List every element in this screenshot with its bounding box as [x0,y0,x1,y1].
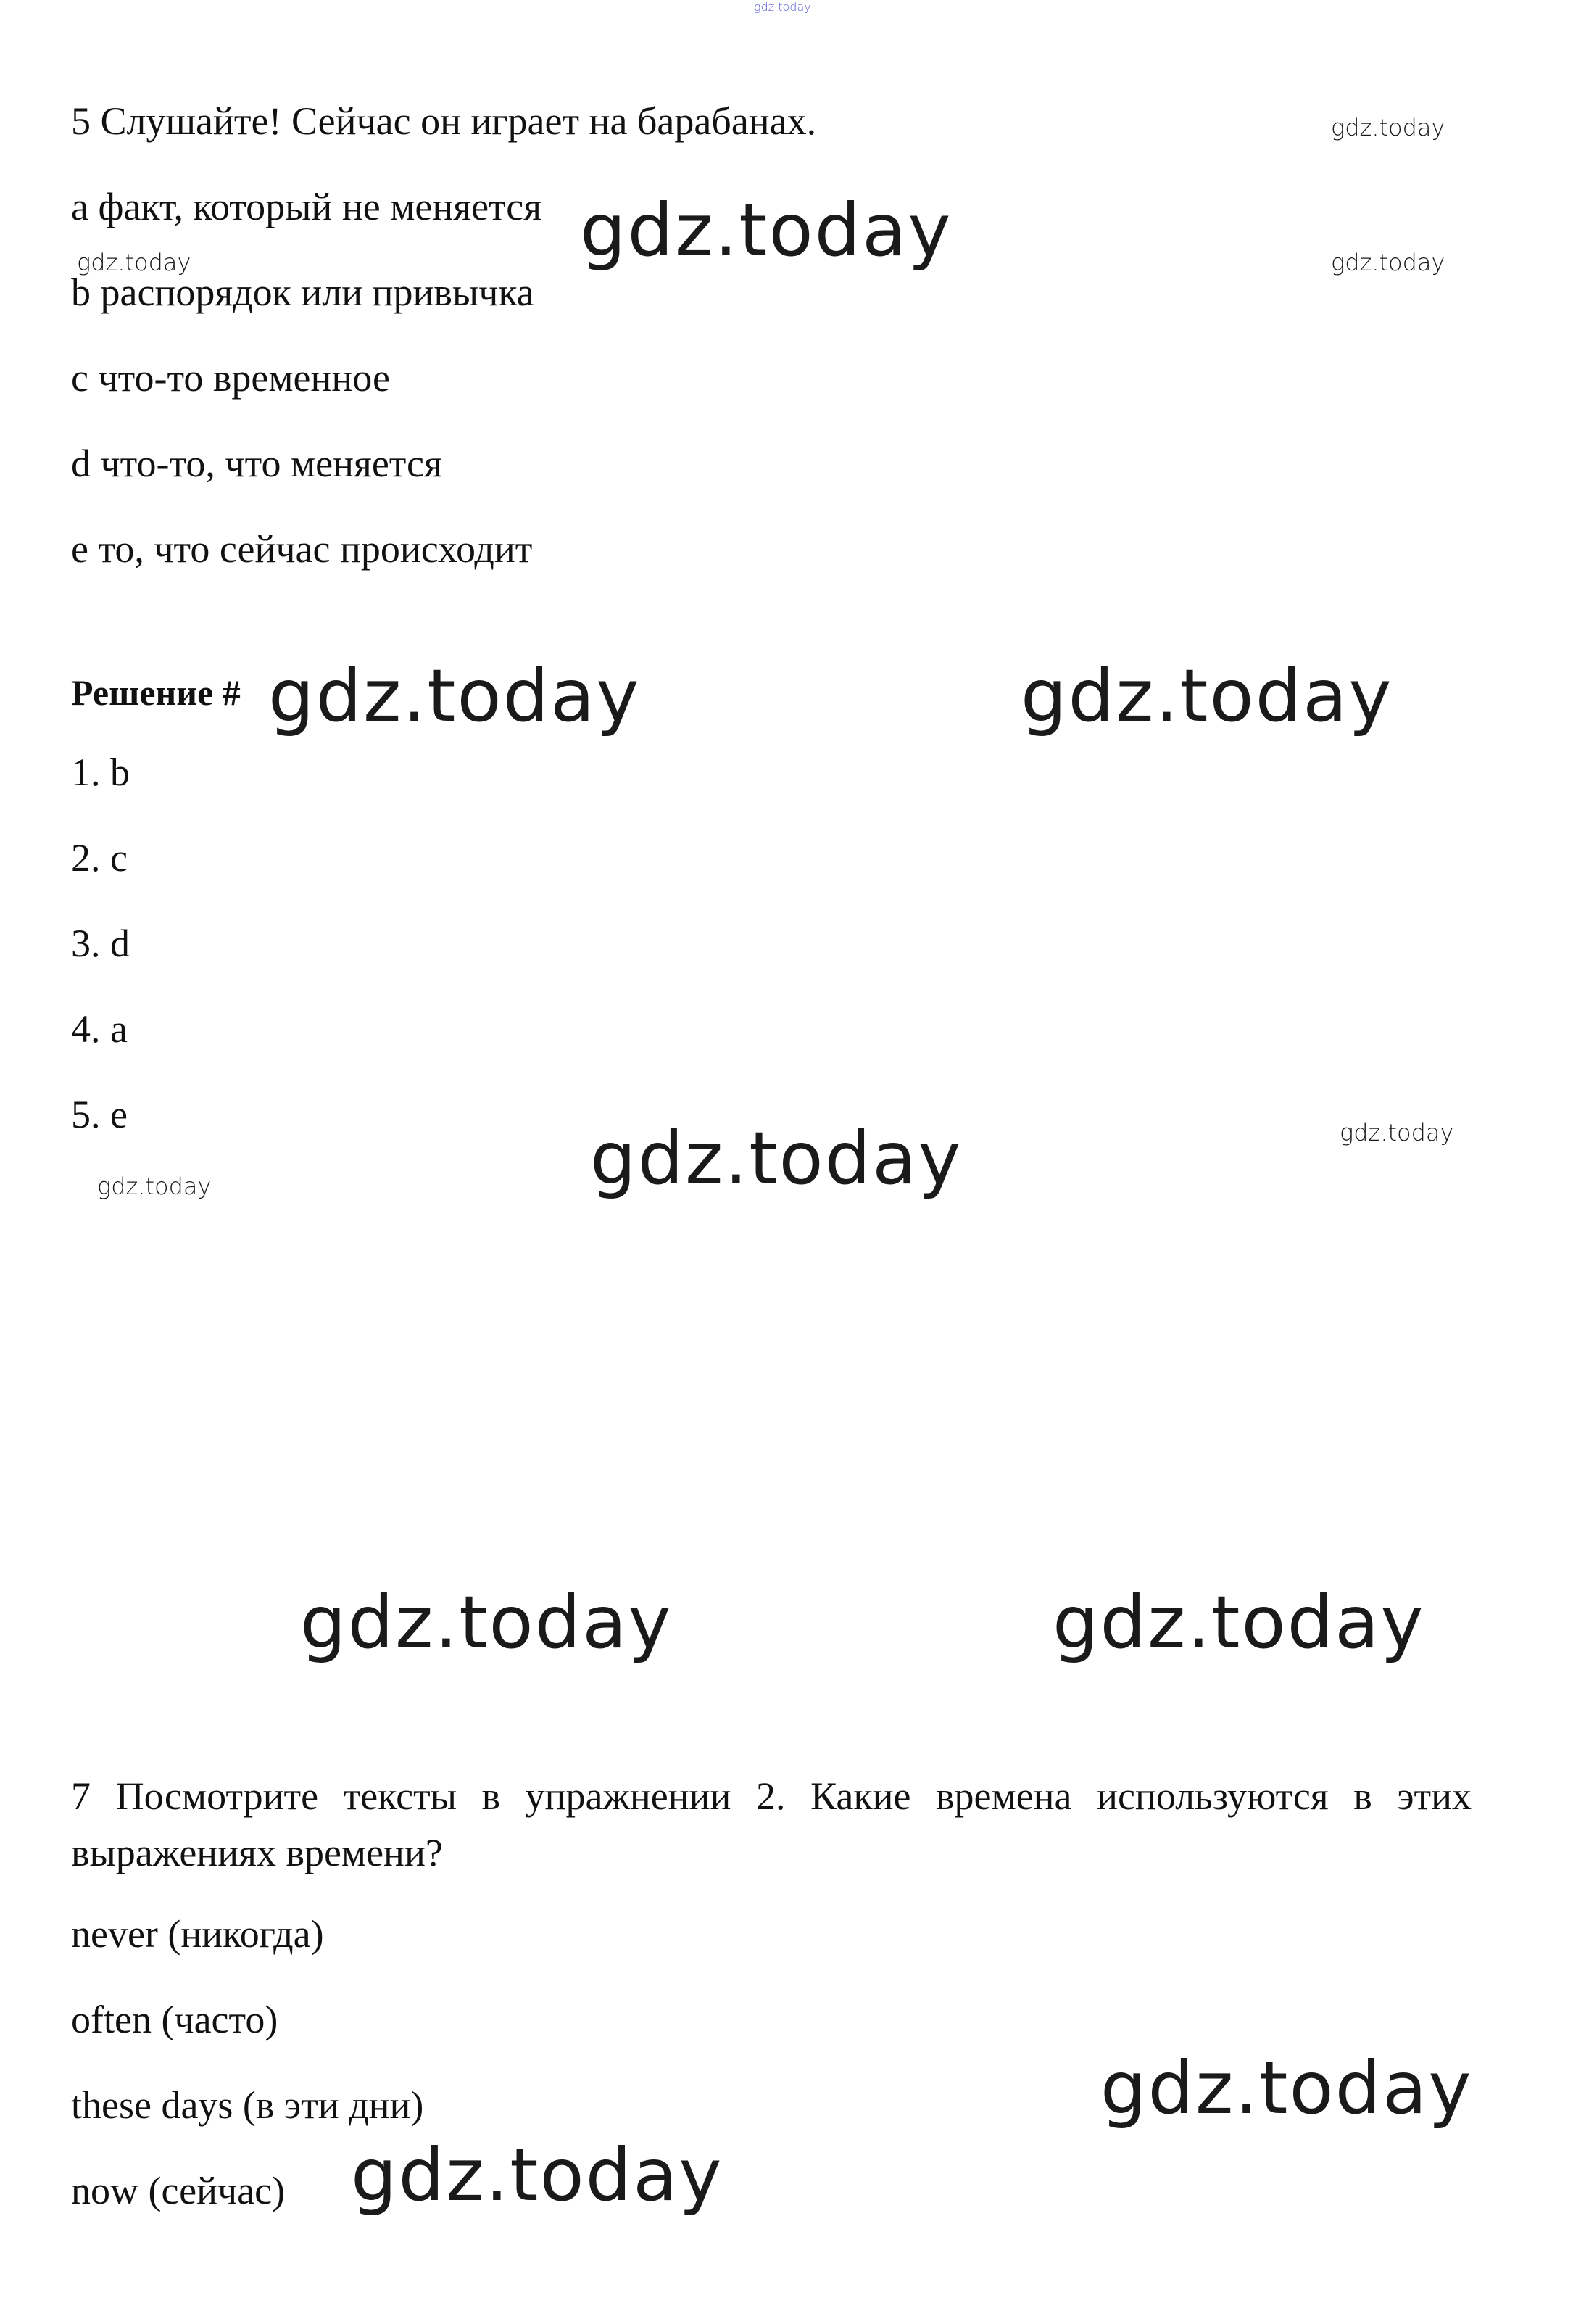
solution-answer-1: 1. b [71,750,130,794]
exercise5-question: 5 Слушайте! Сейчас он играет на барабанах. [71,99,817,143]
solution-answer-3: 3. d [71,922,130,965]
watermark-small-4: gdz.today [1340,1119,1454,1146]
watermark-small-1: gdz.today [1331,114,1445,141]
exercise5-option-a: a факт, который не меняется [71,185,542,228]
exercise7-item-these-days: these days (в эти дни) [71,2083,424,2127]
exercise7-question: 7 Посмотрите тексты в упражнении 2. Какие времена используются в этих выражениях времени? [71,1774,1472,1874]
watermark-large-5: gdz.today [300,1580,673,1665]
watermark-large-6: gdz.today [1053,1580,1425,1665]
top-watermark: gdz.today [754,0,811,14]
watermark-small-3: gdz.today [1331,249,1445,276]
watermark-large-7: gdz.today [1100,2046,1473,2130]
exercise5-option-d: d что-то, что меняется [71,442,442,485]
watermark-large-4: gdz.today [590,1116,963,1201]
watermark-small-2: gdz.today [77,249,191,276]
exercise5-option-c: c что-то временное [71,356,390,400]
exercise5-option-e: e то, что сейчас происходит [71,527,533,571]
watermark-large-8: gdz.today [351,2133,723,2217]
exercise7-item-often: often (часто) [71,1998,278,2041]
exercise7-item-now: now (сейчас) [71,2169,286,2212]
solution-heading: Решение # [71,672,241,713]
solution-answer-2: 2. c [71,836,128,880]
exercise5-option-b: b распорядок или привычка [71,270,534,314]
watermark-large-1: gdz.today [580,188,953,273]
solution-answer-5: 5. e [71,1093,128,1136]
watermark-large-2: gdz.today [268,653,641,738]
exercise7-item-never: never (никогда) [71,1912,324,1956]
solution-answer-4: 4. a [71,1007,128,1051]
watermark-small-5: gdz.today [97,1173,212,1200]
watermark-large-3: gdz.today [1021,653,1393,738]
